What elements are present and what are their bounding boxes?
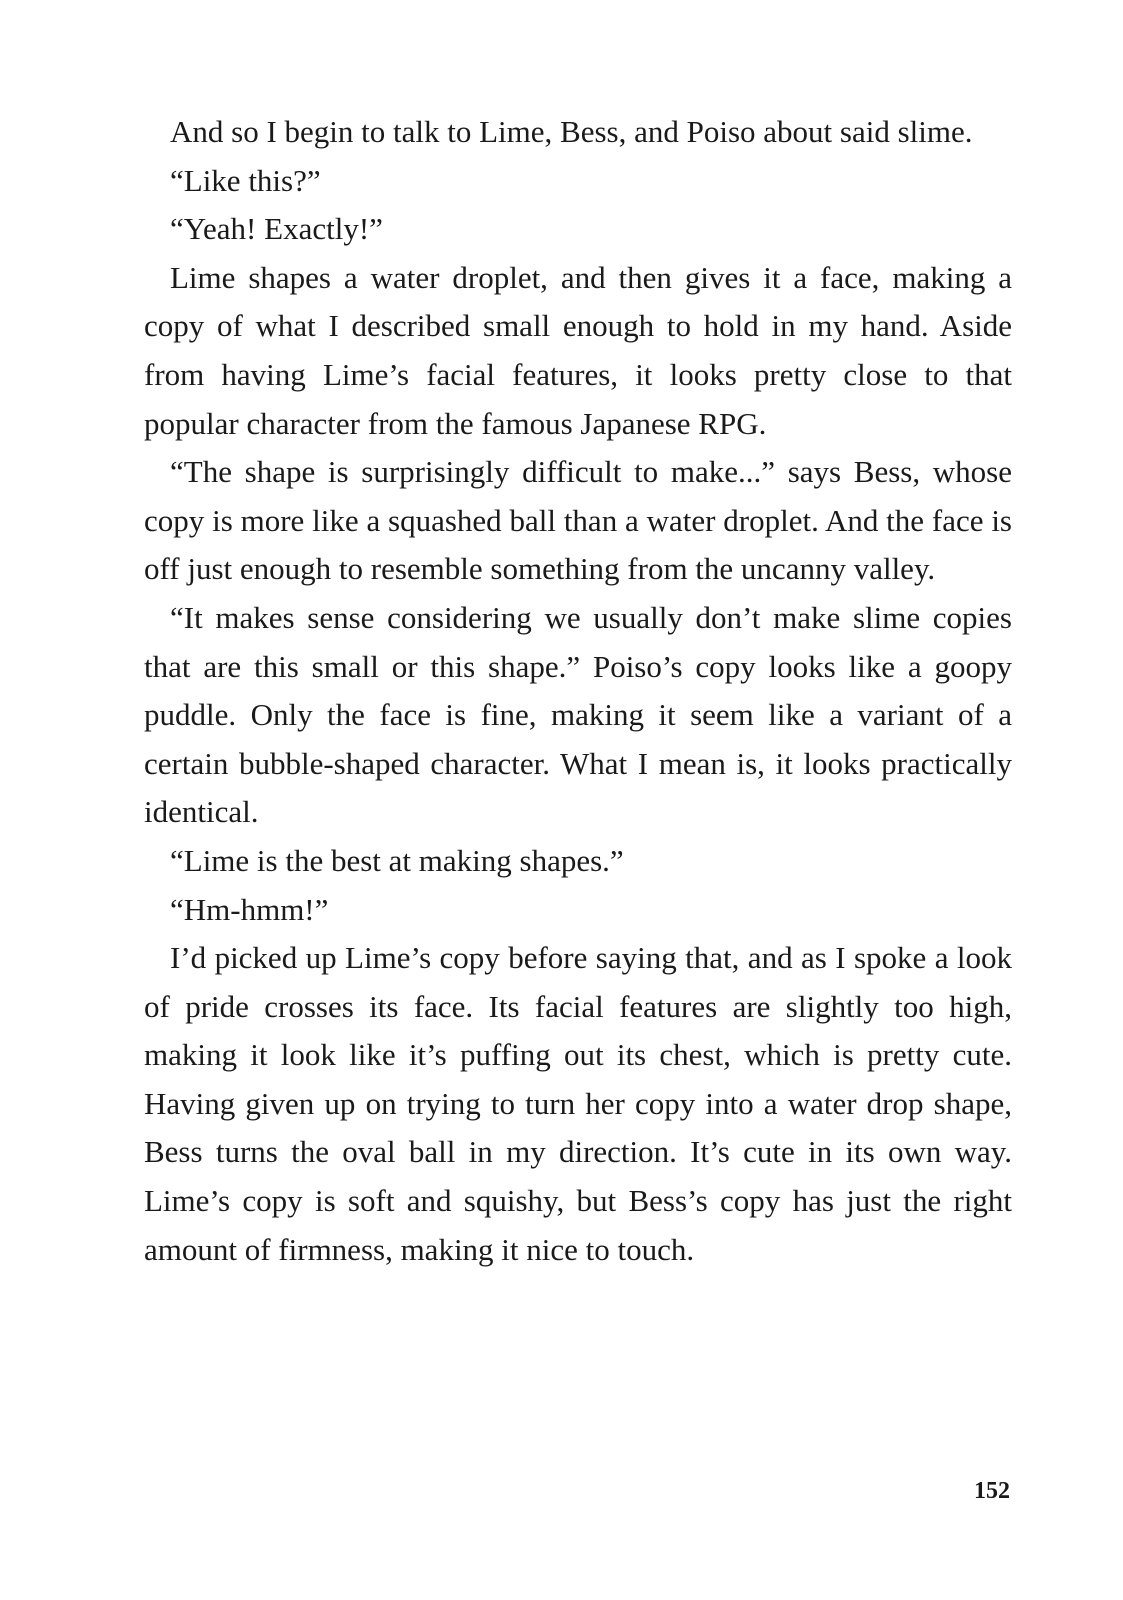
paragraph: “Lime is the best at making shapes.” [170,842,624,878]
paragraph: “The shape is surprisingly difficult to make...” says Bess, whose copy is more like a squashed ball than a water droplet. And the face is off just enough to resemble something from the uncanny valley. [144,454,1012,587]
page-number: 152 [974,1478,1010,1504]
body-text [144,108,1012,1274]
paragraph: And so I begin to talk to Lime, Bess, and Poiso about said slime. [170,114,973,149]
paragraph: I’d picked up Lime’s copy before saying that, and as I spoke a look of pride crosses its face. Its facial features are slightly too high, making it look like it’s puffing out its chest, which is pretty cute. Having given up on trying to turn her copy into a water drop shape, Bess turns the oval ball in my direction. It’s cute in its own way. Lime’s copy is soft and squishy, but Bess’s copy has just the right amount of firmness, making it nice to touch. [144,940,1012,1267]
paragraph: “It makes sense considering we usually don’t make slime copies that are this small or this shape.” Poiso’s copy looks like a goopy puddle. Only the face is fine, making it seem like a variant of a certain bubble-shaped character. What I mean is, it looks practically identical. [144,599,1012,830]
paragraph: “Yeah! Exactly!” [170,211,383,247]
paragraph: Lime shapes a water droplet, and then gives it a face, making a copy of what I described small enough to hold in my hand. Aside from having Lime’s facial features, it looks pretty close to that popular character from the famous Japanese RPG. [144,259,1012,441]
paragraph: “Like this?” [170,162,321,198]
paragraph: “Hm-hmm!” [170,891,329,927]
